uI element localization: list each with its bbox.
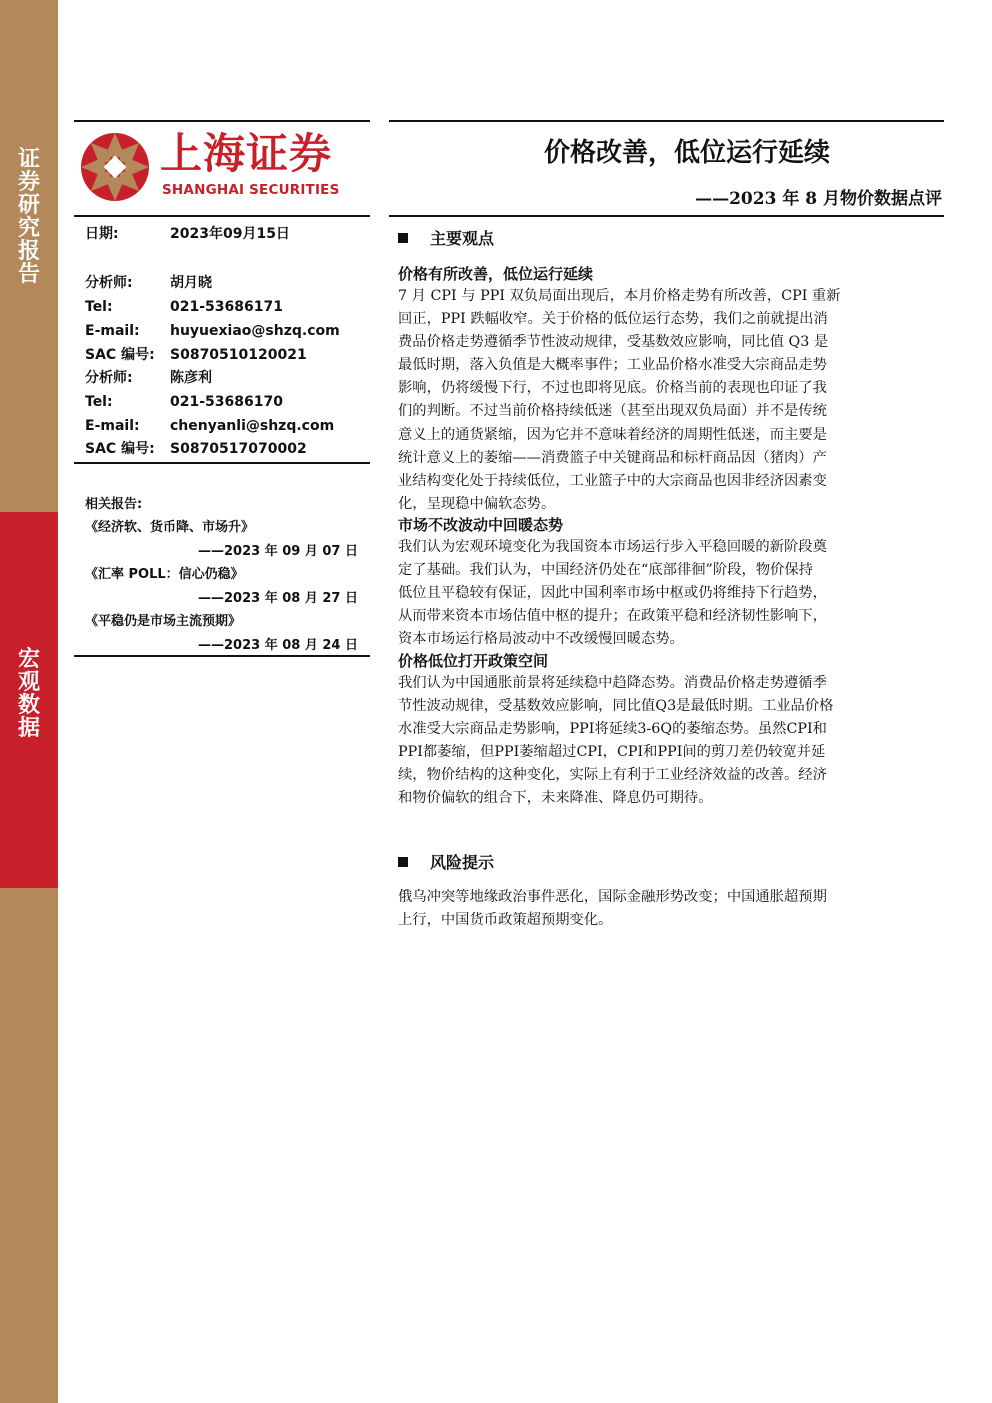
paragraph-line: 意义上的通货紧缩，因为它并不意味着经济的周期性低迷，而主要是 [398,426,827,443]
paragraph-line: 上行，中国货币政策超预期变化。 [398,912,613,929]
paragraph-line: 我们认为中国通胀前景将延续稳中趋降态势。消费品价格走势遵循季 [398,675,827,691]
paragraph-line: 俄乌冲突等地缘政治事件恶化，国际金融形势改变；中国通胀超预期 [398,889,827,905]
paragraph-line: PPI都萎缩，但PPI萎缩超过CPI，CPI和PPI间的剪刀差仍较宽并延 [398,744,826,761]
related-rule-bottom [74,655,370,657]
analyst-email[interactable]: huyuexiao@shzq.com [170,323,340,339]
header-rule-left [74,120,370,122]
paragraph-line: 费品价格走势遵循季节性波动规律，受基数效应影响，同比值 Q3 是 [398,334,829,351]
section-paragraph [398,672,926,811]
sidebar-char: 观 [17,670,40,695]
paragraph-line: 我们认为宏观环境变化为我国资本市场运行步入平稳回暖的新阶段奠 [398,539,827,555]
tel-label: Tel: [85,394,113,410]
analyst-sac-row [85,440,307,458]
info-rule-top [74,215,370,217]
paragraph-line: 回正，PPI 跌幅收窄。关于价格的低位运行态势，我们之前就提出消 [398,311,828,328]
analyst-name: 陈彦利 [170,370,212,386]
email-label: E-mail: [85,323,140,339]
paragraph-line: 们的判断。不过当前价格持续低迷（甚至出现双负局面）并不是传统 [398,403,827,420]
analyst-sac: S0870510120021 [170,347,307,363]
sac-label: SAC 编号: [85,347,155,363]
company-logo [80,130,370,210]
section-title: 价格有所改善，低位运行延续 [398,265,594,283]
report-date: 2023年09月15日 [170,226,290,242]
main-points-heading: 主要观点 [398,226,494,249]
sac-label: SAC 编号: [85,441,155,457]
related-report-date: ——2023 年 09 月 07 日 [198,544,358,559]
related-report-title[interactable]: 《经济软、货币降、市场升》 [85,520,255,535]
analyst-tel: 021-53686170 [170,394,283,410]
related-report-date: ——2023 年 08 月 27 日 [198,591,358,606]
date-row [85,225,290,243]
bullet-square-icon [398,233,408,243]
paragraph-line: 低位且平稳较有保证，因此中国利率市场中枢或仍将维持下行趋势， [398,585,827,602]
paragraph-line: 资本市场运行格局波动中不改缓慢回暖态势。 [398,631,684,648]
email-label: E-mail: [85,418,140,434]
sidebar-char: 宏 [17,647,40,672]
sidebar-char: 券 [17,170,40,195]
paragraph-line: 最低时期，落入负值是大概率事件；工业品价格水准受大宗商品走势 [398,357,827,374]
report-subtitle: ——2023 年 8 月物价数据点评 [695,189,942,209]
sidebar-section [0,648,58,740]
tel-label: Tel: [85,299,113,315]
header-rule-right [389,120,944,122]
body-rule-top [389,215,944,217]
date-label: 日期: [85,226,119,242]
related-reports-heading: 相关报告: [85,497,143,512]
section-title: 市场不改波动中回暖态势 [398,516,564,534]
report-title: 价格改善，低位运行延续 [543,138,830,168]
risk-heading: 风险提示 [398,850,494,873]
analyst-tel-row [85,393,283,411]
sidebar-char: 证 [17,147,40,172]
section-paragraph [398,536,926,651]
paragraph-line: 和物价偏软的组合下，未来降准、降息仍可期待。 [398,790,713,807]
bullet-square-icon [398,857,408,867]
paragraph-line: 7 月 CPI 与 PPI 双负局面出现后，本月价格走势有所改善，CPI 重新 [398,288,841,304]
paragraph-line: 节性波动规律，受基数效应影响，同比值Q3是最低时期。工业品价格 [398,698,834,715]
paragraph-line: 影响，仍将缓慢下行，不过也即将见底。价格当前的表现也印证了我 [398,380,827,397]
paragraph-line: 续，物价结构的这种变化，实际上有利于工业经济效益的改善。经济 [398,767,827,784]
logo-mark-icon [80,132,150,202]
paragraph-line: 化，呈现稳中偏软态势。 [398,495,556,512]
info-rule-bottom [74,462,370,464]
sidebar-char: 研 [17,193,40,218]
related-report-title[interactable]: 《汇率 POLL：信心仍稳》 [85,567,244,582]
analyst-name-row [85,369,212,387]
analyst-email[interactable]: chenyanli@shzq.com [170,418,335,434]
sidebar-char: 究 [17,216,40,241]
analyst-sac: S0870517070002 [170,441,307,457]
paragraph-line: 水准受大宗商品走势影响，PPI将延续3-6Q的萎缩态势。虽然CPI和 [398,721,827,738]
analyst-tel: 021-53686171 [170,299,283,315]
paragraph-line: 业结构变化处于持续低位，工业篮子中的大宗商品也因非经济因素变 [398,472,827,489]
sidebar-char: 报 [17,239,40,264]
analyst-name-row [85,274,212,292]
sidebar-char: 数 [17,693,40,718]
paragraph-line: 统计意义上的萎缩——消费篮子中关键商品和标杆商品因（猪肉）产 [398,449,827,466]
sidebar-char: 告 [17,262,40,287]
analyst-email-row [85,417,334,435]
section-title: 价格低位打开政策空间 [398,652,549,670]
paragraph-line: 定了基础。我们认为，中国经济仍处在“底部徘徊”阶段，物价保持 [398,562,813,579]
sidebar-category [0,148,58,286]
paragraph-line: 从而带来资本市场估值中枢的提升；在政策平稳和经济韧性影响下， [398,608,827,625]
logo-text-cn: 上海证券 [160,129,333,178]
related-report-date: ——2023 年 08 月 24 日 [198,638,358,653]
analyst-name: 胡月晓 [170,275,212,291]
risk-paragraph [398,886,926,932]
related-report-title[interactable]: 《平稳仍是市场主流预期》 [85,614,242,629]
analyst-label: 分析师: [85,275,133,291]
section-paragraph [398,285,926,516]
analyst-tel-row [85,298,283,316]
analyst-sac-row [85,346,307,364]
logo-text-en: SHANGHAI SECURITIES [162,182,340,198]
sidebar-char: 据 [17,716,40,741]
analyst-label: 分析师: [85,370,133,386]
analyst-email-row [85,322,340,340]
